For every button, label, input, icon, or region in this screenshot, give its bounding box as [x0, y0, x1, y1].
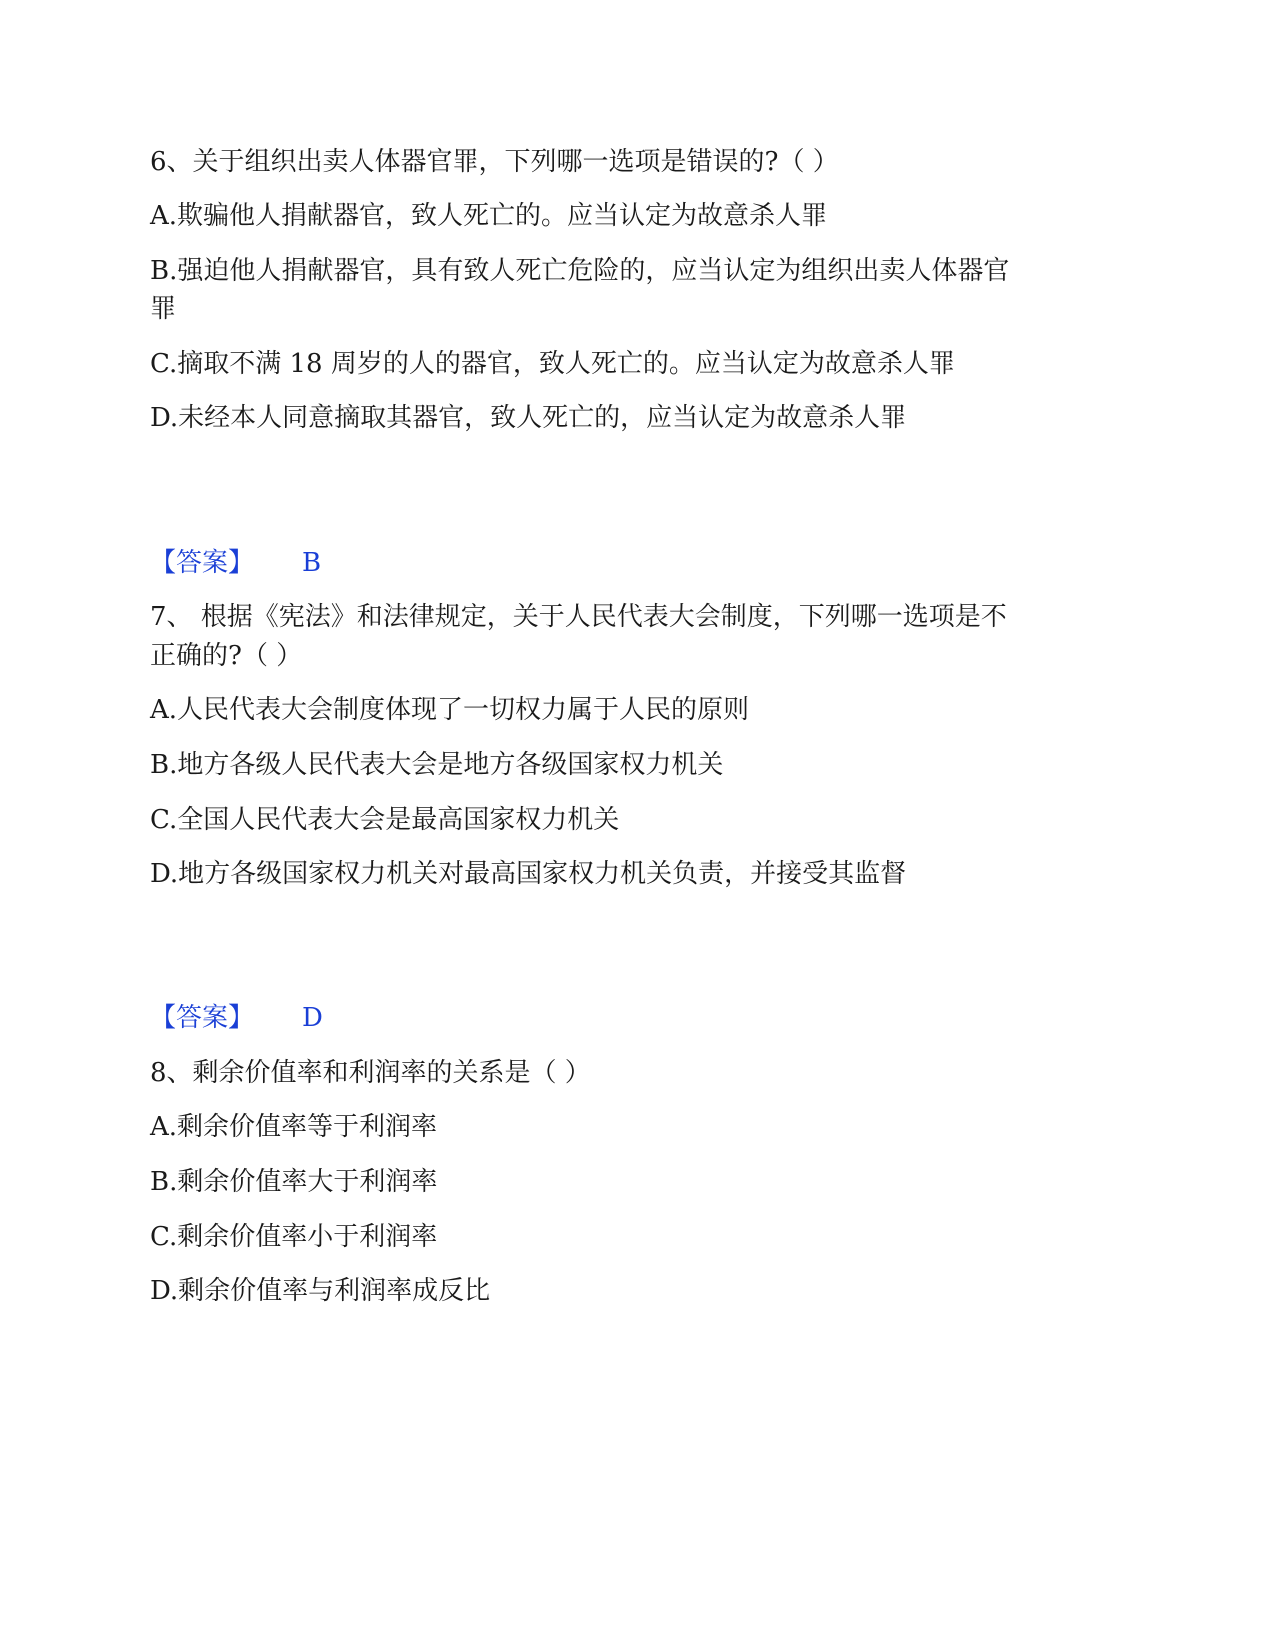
q8-option-d: D.剩余价值率与利润率成反比: [150, 1276, 491, 1306]
answer-value: D: [302, 1003, 323, 1033]
q6-option-b: B.强迫他人捐献器官，具有致人死亡危险的，应当认定为组织出卖人体器官: [150, 256, 1010, 286]
q6-option-a: A.欺骗他人捐献器官，致人死亡的。应当认定为故意杀人罪: [150, 201, 828, 231]
q7-option-b: B.地方各级人民代表大会是地方各级国家权力机关: [150, 750, 724, 780]
q8-option-c: C.剩余价值率小于利润率: [150, 1222, 438, 1252]
answer-value: B: [302, 548, 322, 578]
q7-option-d: D.地方各级国家权力机关对最高国家权力机关负责，并接受其监督: [150, 859, 907, 889]
q6-stem: 6、关于组织出卖人体器官罪，下列哪一选项是错误的?（ ）: [150, 147, 839, 177]
q6-option-c: C.摘取不满 18 周岁的人的器官，致人死亡的。应当认定为故意杀人罪: [150, 349, 955, 379]
q7-answer: [150, 998, 323, 1038]
q8-option-b: B.剩余价值率大于利润率: [150, 1167, 438, 1197]
q8-stem: 8、剩余价值率和利润率的关系是（ ）: [150, 1058, 591, 1088]
q6-option-d: D.未经本人同意摘取其器官，致人死亡的，应当认定为故意杀人罪: [150, 403, 907, 433]
q7-option-c: C.全国人民代表大会是最高国家权力机关: [150, 805, 620, 835]
q7-option-a: A.人民代表大会制度体现了一切权力属于人民的原则: [150, 695, 750, 725]
q8-option-a: A.剩余价值率等于利润率: [150, 1112, 438, 1142]
answer-label: 【答案】: [150, 1003, 255, 1033]
q6-answer: [150, 543, 321, 583]
q7-stem-cont: 正确的?（ ）: [150, 641, 303, 671]
q6-option-b-cont: 罪: [150, 294, 177, 324]
answer-label: 【答案】: [150, 548, 255, 578]
q7-stem: 7、 根据《宪法》和法律规定，关于人民代表大会制度，下列哪一选项是不: [150, 602, 1007, 632]
